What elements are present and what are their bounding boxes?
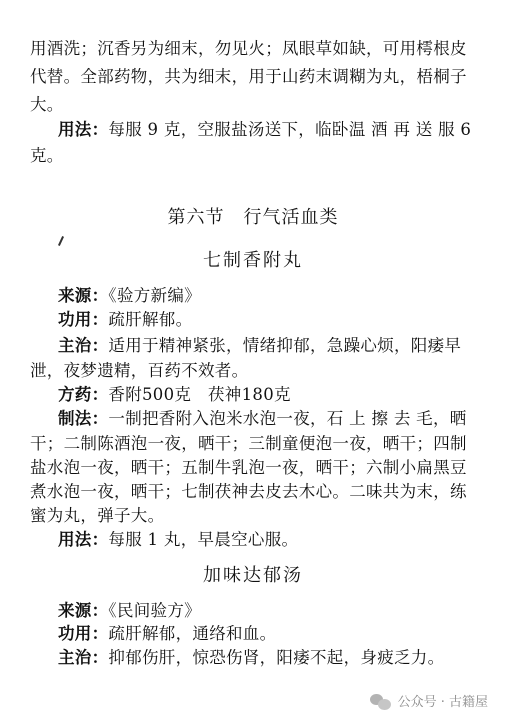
wechat-logo-icon — [370, 692, 392, 710]
effect-label: 功用： — [58, 624, 109, 643]
source-text: 《验方新编》 — [108, 286, 201, 305]
intro-line-1: 用酒洗；沉香另为细末，勿见火；凤眼草如缺，可用樗根皮 — [30, 39, 467, 58]
effect-text: 疏肝解郁，通络和血。 — [108, 624, 277, 643]
usage-label: 用法： — [58, 530, 109, 549]
recipe1-source-line — [58, 286, 201, 306]
recipe2-effect-line — [58, 624, 276, 644]
intro-usage-line-1 — [58, 120, 471, 140]
usage-text: 每服 1 丸，早晨空心服。 — [108, 530, 299, 549]
usage-text: 每服 9 克，空服盐汤送下，临卧温 酒 再 送 服 6 — [108, 120, 472, 139]
recipe-title-qizhi-xiangfu-wan: 七制香附丸 — [203, 250, 303, 271]
recipe1-method-line-1 — [58, 409, 467, 429]
recipe1-formula-line — [58, 385, 291, 405]
formula-label: 方药： — [58, 385, 109, 404]
recipe1-indication-line-1 — [58, 336, 461, 356]
method-text: 一制把香附入泡米水泡一夜，石 上 擦 去 毛，晒 — [108, 409, 467, 428]
recipe1-method-line-2: 干；二制陈酒泡一夜，晒干；三制童便泡一夜，晒干；四制 — [30, 434, 467, 453]
recipe1-method-line-4: 煮水泡一夜，晒干；七制茯神去皮去木心。二味共为末，练 — [30, 482, 467, 501]
indication-text: 适用于精神紧张，情绪抑郁，急躁心烦，阳痿早 — [108, 336, 462, 355]
recipe1-method-line-3: 盐水泡一夜，晒干；五制牛乳泡一夜，晒干；六制小扁黑豆 — [30, 458, 467, 477]
intro-line-2: 代替。全部药物，共为细末，用于山药末调糊为丸，梧桐子 — [30, 67, 467, 86]
method-label: 制法： — [58, 409, 109, 428]
source-label: 来源： — [58, 286, 109, 305]
indication-text: 抑郁伤肝，惊恐伤肾，阳痿不起，身疲乏力。 — [108, 648, 445, 667]
formula-text: 香附500克 茯神180克 — [108, 385, 291, 404]
intro-line-3: 大。 — [30, 95, 64, 114]
effect-text: 疏肝解郁。 — [108, 310, 193, 329]
recipe-title-jiawei-dayu-tang: 加味达郁汤 — [203, 565, 303, 586]
recipe1-usage-line — [58, 530, 298, 550]
intro-usage-line-2: 克。 — [30, 146, 64, 165]
watermark — [370, 691, 488, 710]
recipe2-indication-line — [58, 648, 444, 668]
usage-label: 用法： — [58, 120, 109, 139]
section-title: 第六节 行气活血类 — [167, 207, 339, 228]
recipe1-effect-line — [58, 310, 192, 330]
indication-label: 主治： — [58, 336, 109, 355]
source-text: 《民间验方》 — [108, 601, 201, 620]
stray-mark — [58, 236, 64, 246]
recipe2-source-line — [58, 601, 201, 621]
effect-label: 功用： — [58, 310, 109, 329]
recipe1-indication-line-2: 泄，夜梦遗精，百药不效者。 — [30, 361, 249, 380]
source-label: 来源： — [58, 601, 109, 620]
recipe1-method-line-5: 蜜为丸，弹子大。 — [30, 506, 165, 525]
indication-label: 主治： — [58, 648, 109, 667]
watermark-text: 公众号 · 古籍屋 — [397, 695, 488, 710]
